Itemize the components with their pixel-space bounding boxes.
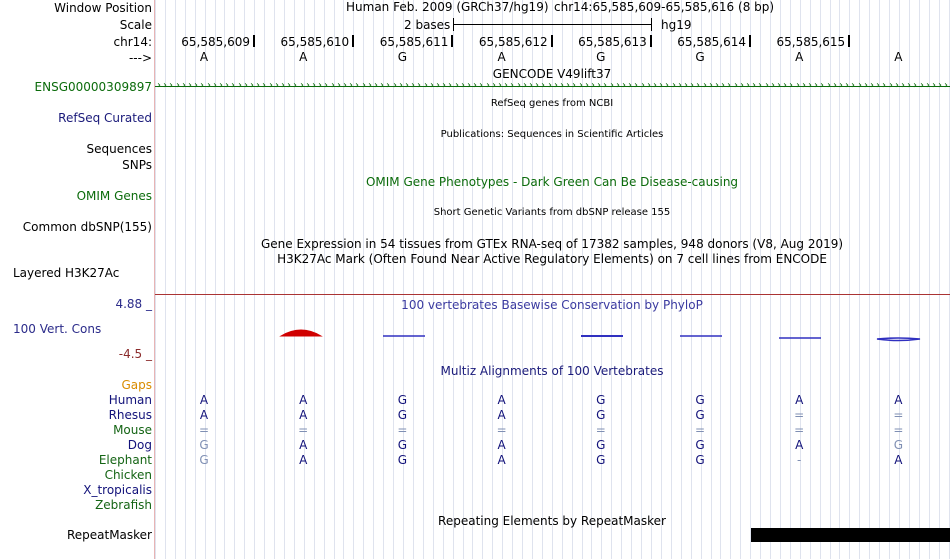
repeat-title: Repeating Elements by RepeatMasker — [438, 514, 666, 528]
strand-chevron: › — [808, 80, 811, 91]
cons-min-label: -4.5 _ — [118, 347, 152, 361]
scale-text: 2 bases — [404, 18, 451, 32]
alignment-base: G — [596, 408, 606, 422]
strand-chevron: › — [455, 80, 458, 91]
strand-chevron: › — [380, 80, 383, 91]
alignment-base: A — [795, 438, 804, 452]
h3k27ac-label[interactable]: Layered H3K27Ac — [13, 266, 120, 280]
strand-chevron: › — [653, 80, 656, 91]
strand-chevron: › — [213, 80, 216, 91]
strand-chevron: › — [479, 80, 482, 91]
strand-chevron: › — [789, 80, 792, 91]
alignment-base: A — [199, 393, 209, 407]
alignment-base: A — [497, 393, 506, 407]
strand-chevron: › — [349, 80, 352, 91]
strand-chevron: › — [597, 80, 600, 91]
strand-chevron: › — [579, 80, 582, 91]
strand-chevron: › — [926, 80, 929, 91]
alignment-base: = — [397, 423, 408, 437]
strand-chevron: › — [715, 80, 718, 91]
alignment-base: = — [595, 423, 606, 437]
strand-chevron: › — [287, 80, 290, 91]
strand-chevron: › — [591, 80, 594, 91]
strand-chevron: › — [436, 80, 439, 91]
strand-chevron: › — [306, 80, 309, 91]
strand-chevron: › — [442, 80, 445, 91]
strand-chevron: › — [411, 80, 414, 91]
alignment-base: = — [893, 423, 904, 437]
alignment-base: A — [299, 393, 308, 407]
alignment-base: G — [695, 408, 705, 422]
alignment-base: G — [397, 453, 408, 467]
alignment-base: = — [198, 423, 210, 437]
alignment-base: G — [695, 438, 705, 452]
strand-chevron: › — [585, 80, 588, 91]
track-area[interactable] — [155, 0, 950, 559]
strand-chevron: › — [548, 80, 551, 91]
assembly-text: Human Feb. 2009 (GRCh37/hg19) — [346, 0, 549, 14]
alignment-base: = — [794, 408, 805, 422]
strand-chevron: › — [932, 80, 935, 91]
strand-chevron: › — [417, 80, 420, 91]
chrom-label: chr14: — [113, 35, 152, 49]
reference-base: G — [596, 50, 606, 64]
strand-chevron: › — [448, 80, 451, 91]
coordinate-label: 65,585,611 — [379, 35, 449, 49]
strand-chevron: › — [486, 80, 489, 91]
strand-chevron: › — [827, 80, 830, 91]
strand-chevron: › — [355, 80, 358, 91]
repeatmasker-label[interactable]: RepeatMasker — [66, 528, 152, 542]
strand-chevron: › — [244, 80, 247, 91]
alignment-base: G — [397, 393, 408, 407]
alignment-base: G — [199, 438, 209, 452]
omim-title: OMIM Gene Phenotypes - Dark Green Can Be Disease-causing — [365, 175, 739, 189]
h3k27ac-title: H3K27Ac Mark (Often Found Near Active Regulatory Elements) on 7 cell lines from ENCODE — [277, 252, 827, 266]
strand-chevron: › — [461, 80, 464, 91]
strand-chevron: › — [740, 80, 743, 91]
coordinate-label: 65,585,610 — [280, 35, 350, 49]
strand-chevron: › — [802, 80, 805, 91]
alignment-base: A — [497, 438, 506, 452]
strand-chevron: › — [312, 80, 315, 91]
alignment-base: = — [298, 423, 309, 437]
strand-chevron: › — [337, 80, 340, 91]
alignment-base: - — [797, 453, 802, 467]
strand-chevron: › — [504, 80, 507, 91]
strand-chevron: › — [523, 80, 526, 91]
strand-chevron: › — [256, 80, 259, 91]
strand-chevron: › — [876, 80, 879, 91]
alignment-base: G — [695, 453, 705, 467]
strand-chevron: › — [901, 80, 904, 91]
strand-chevron: › — [405, 80, 408, 91]
strand-chevron: › — [430, 80, 433, 91]
strand-chevron: › — [188, 80, 191, 91]
strand-chevron: › — [616, 80, 619, 91]
strand-chevron: › — [362, 80, 365, 91]
gtex-title: Gene Expression in 54 tissues from GTEx RNA-seq of 17382 samples, 948 donors (V8, Aug 2019) — [260, 237, 844, 251]
strand-chevron: › — [752, 80, 755, 91]
strand-chevron: › — [858, 80, 861, 91]
dbsnp-label[interactable]: Common dbSNP(155) — [22, 220, 152, 234]
alignment-base: G — [397, 408, 408, 422]
strand-chevron: › — [560, 80, 563, 91]
strand-chevron: › — [870, 80, 873, 91]
strand-chevron: › — [517, 80, 520, 91]
strand-chevron: › — [163, 80, 166, 91]
strand-chevron: › — [833, 80, 836, 91]
alignment-base: A — [795, 393, 804, 407]
alignment-base: A — [497, 453, 506, 467]
reference-base: G — [397, 50, 408, 64]
alignment-base: = — [794, 423, 805, 437]
strand-chevron: › — [628, 80, 631, 91]
strand-chevron: › — [492, 80, 495, 91]
strand-chevron: › — [176, 80, 179, 91]
strand-chevron: › — [907, 80, 910, 91]
strand-chevron: › — [300, 80, 303, 91]
coordinate-label: 65,585,613 — [578, 35, 647, 49]
coordinate-label: 65,585,612 — [478, 35, 548, 49]
refseq-title: RefSeq genes from NCBI — [490, 98, 614, 109]
coordinate-label: 65,585,609 — [181, 35, 250, 49]
strand-chevron: › — [275, 80, 278, 91]
strand-chevron: › — [331, 80, 334, 91]
strand-chevron: › — [169, 80, 172, 91]
strand-chevron: › — [882, 80, 885, 91]
reference-base: A — [299, 50, 308, 64]
strand-chevron: › — [386, 80, 389, 91]
refseq-label[interactable]: RefSeq Curated — [58, 111, 152, 125]
strand-chevron: › — [219, 80, 222, 91]
strand-chevron: › — [541, 80, 544, 91]
cons-max-label: 4.88 _ — [115, 297, 152, 311]
gencode-title: GENCODE V49lift37 — [492, 67, 612, 81]
strand-chevron: › — [709, 80, 712, 91]
strand-chevron: › — [845, 80, 848, 91]
alignment-base: G — [596, 438, 606, 452]
repeat-element-block[interactable] — [751, 528, 950, 542]
dbsnp-title: Short Genetic Variants from dbSNP release 155 — [433, 207, 671, 218]
species-label[interactable]: Mouse — [113, 423, 152, 437]
alignment-base: = — [893, 408, 904, 422]
strand-chevron: › — [473, 80, 476, 91]
strand-chevron: › — [796, 80, 799, 91]
strand-chevron: › — [771, 80, 774, 91]
strand-chevron: › — [250, 80, 253, 91]
strand-chevron: › — [368, 80, 371, 91]
strand-chevron: › — [703, 80, 706, 91]
strand-chevron: › — [913, 80, 916, 91]
alignment-base: A — [299, 408, 308, 422]
strand-chevron: › — [622, 80, 625, 91]
strand-chevron: › — [641, 80, 644, 91]
strand-chevron: › — [603, 80, 606, 91]
alignment-base: G — [893, 438, 904, 452]
omim-label[interactable]: OMIM Genes — [76, 189, 152, 203]
strand-chevron: › — [393, 80, 396, 91]
strand-chevron: › — [324, 80, 327, 91]
strand-chevron: › — [783, 80, 786, 91]
strand-chevron: › — [238, 80, 241, 91]
gene-id-label[interactable]: ENSG00000309897 — [34, 80, 152, 94]
reference-base: A — [199, 50, 209, 64]
strand-chevron: › — [231, 80, 234, 91]
strand-chevron: › — [269, 80, 272, 91]
alignment-base: A — [299, 453, 308, 467]
strand-chevron: › — [814, 80, 817, 91]
alignment-base: G — [199, 453, 209, 467]
strand-chevron: › — [467, 80, 470, 91]
strand-chevron: › — [851, 80, 854, 91]
species-label[interactable]: Elephant — [98, 453, 152, 467]
alignment-base: G — [596, 393, 606, 407]
strand-chevron: › — [721, 80, 724, 91]
strand-chevron: › — [727, 80, 730, 91]
strand-chevron: › — [610, 80, 613, 91]
alignment-base: G — [397, 438, 408, 452]
cons-label[interactable]: 100 Vert. Cons — [13, 322, 102, 336]
strand-chevron: › — [678, 80, 681, 91]
strand-chevron: › — [374, 80, 377, 91]
strand-chevron: › — [647, 80, 650, 91]
sequences-label[interactable]: Sequences — [86, 142, 152, 156]
strand-chevron: › — [944, 80, 947, 91]
alignment-base: = — [694, 423, 706, 437]
phylop-signal — [155, 0, 950, 559]
strand-chevron: › — [207, 80, 210, 91]
gaps-label[interactable]: Gaps — [121, 378, 152, 392]
scale-label: Scale — [119, 18, 152, 32]
strand-chevron: › — [182, 80, 185, 91]
strand-chevron: › — [659, 80, 662, 91]
window-position-label: Window Position — [54, 1, 152, 15]
strand-chevron: › — [200, 80, 203, 91]
strand-chevron: › — [157, 80, 160, 91]
strand-chevron: › — [920, 80, 923, 91]
strand-chevron: › — [734, 80, 737, 91]
species-label[interactable]: Zebrafish — [95, 498, 152, 512]
species-label[interactable]: Chicken — [104, 468, 152, 482]
strand-chevron: › — [343, 80, 346, 91]
strand-chevron: › — [690, 80, 693, 91]
track-labels — [0, 0, 154, 559]
species-label[interactable]: X_tropicalis — [83, 483, 152, 497]
strand-chevron: › — [938, 80, 941, 91]
strand-chevron: › — [746, 80, 749, 91]
alignment-base: G — [596, 453, 606, 467]
reference-base: A — [795, 50, 804, 64]
position-text: chr14:65,585,609-65,585,616 (8 bp) — [554, 0, 775, 14]
strand-chevron: › — [839, 80, 842, 91]
strand-chevron: › — [758, 80, 761, 91]
strand-chevron: › — [820, 80, 823, 91]
strand-chevron: › — [634, 80, 637, 91]
db-text: hg19 — [661, 18, 692, 32]
strand-chevron: › — [864, 80, 867, 91]
phylop-title: 100 vertebrates Basewise Conservation by PhyloP — [401, 298, 703, 312]
strand-chevron: › — [262, 80, 265, 91]
strand-chevron: › — [566, 80, 569, 91]
strand-chevron: › — [281, 80, 284, 91]
strand-chevron: › — [225, 80, 228, 91]
strand-label: ---> — [128, 51, 152, 65]
alignment-base: A — [199, 408, 209, 422]
alignment-base: G — [695, 393, 705, 407]
alignment-base: = — [496, 423, 507, 437]
strand-chevron: › — [399, 80, 402, 91]
coordinate-label: 65,585,615 — [776, 35, 846, 49]
strand-chevron: › — [765, 80, 768, 91]
alignment-base: A — [894, 393, 903, 407]
strand-chevron: › — [529, 80, 532, 91]
species-label[interactable]: Human — [108, 393, 152, 407]
alignment-base: A — [497, 408, 506, 422]
strand-chevron: › — [665, 80, 668, 91]
strand-chevron: › — [535, 80, 538, 91]
reference-base: G — [695, 50, 705, 64]
strand-chevron: › — [554, 80, 557, 91]
multiz-title: Multiz Alignments of 100 Vertebrates — [440, 364, 664, 378]
strand-chevron: › — [684, 80, 687, 91]
reference-base: A — [894, 50, 903, 64]
strand-chevron: › — [672, 80, 675, 91]
alignment-base: A — [299, 438, 308, 452]
strand-chevron: › — [777, 80, 780, 91]
snps-label[interactable]: SNPs — [122, 158, 152, 172]
strand-chevron: › — [572, 80, 575, 91]
species-label[interactable]: Rhesus — [108, 408, 152, 422]
strand-chevron: › — [895, 80, 898, 91]
strand-chevron: › — [889, 80, 892, 91]
publications-title: Publications: Sequences in Scientific Articles — [440, 129, 664, 140]
strand-chevron: › — [696, 80, 699, 91]
strand-chevron: › — [424, 80, 427, 91]
coordinate-label: 65,585,614 — [677, 35, 746, 49]
strand-chevron: › — [498, 80, 501, 91]
strand-chevron: › — [293, 80, 296, 91]
species-label[interactable]: Dog — [127, 438, 152, 452]
strand-chevron: › — [194, 80, 197, 91]
strand-chevron: › — [510, 80, 513, 91]
strand-chevron: › — [318, 80, 321, 91]
alignment-base: A — [894, 453, 903, 467]
reference-base: A — [497, 50, 506, 64]
